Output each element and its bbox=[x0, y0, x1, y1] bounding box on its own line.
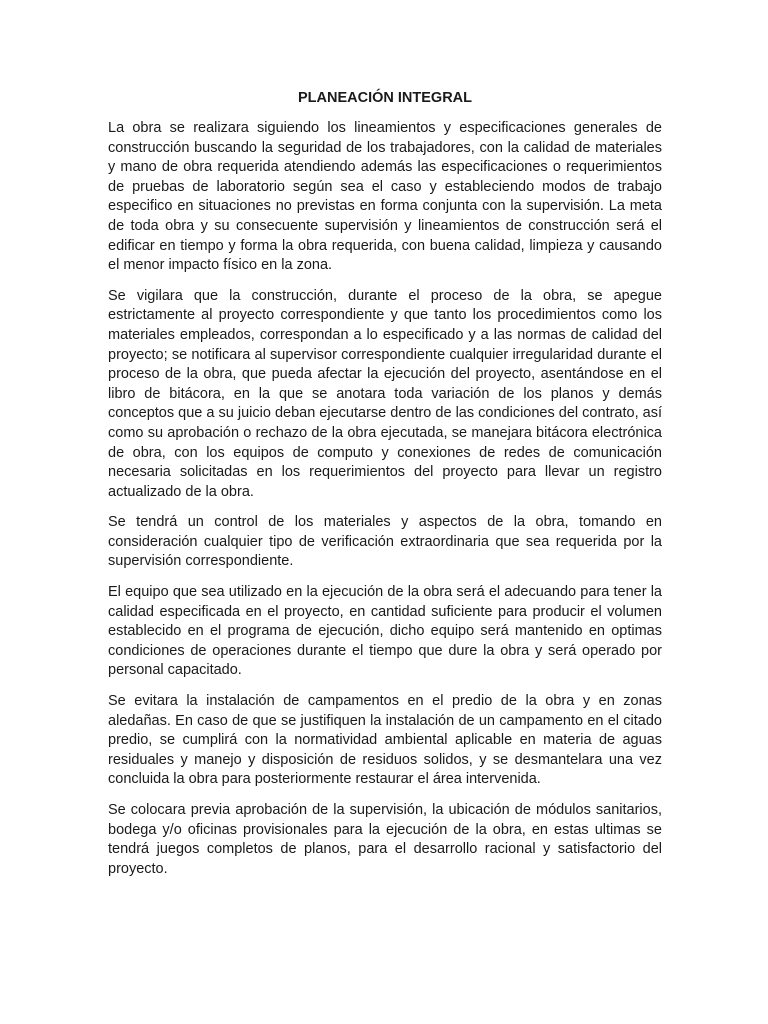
paragraph-4: El equipo que sea utilizado en la ejecución de la obra será el adecuando para tener la calidad especificada en el proyecto, en cantidad suficiente para producir el volumen establecido en el programa de ejecución, dicho equipo será mantenido en optimas condiciones de operaciones durante el tiempo que dure la obra y será operado por personal capacitado. bbox=[108, 584, 662, 679]
document-title: PLANEACIÓN INTEGRAL bbox=[298, 90, 472, 106]
paragraph-6: Se colocara previa aprobación de la supervisión, la ubicación de módulos sanitarios, bodega y/o oficinas provisionales para la ejecución de la obra, en estas ultimas se tendrá juegos completos de planos, para el desarrollo racional y satisfactorio del proyecto. bbox=[108, 802, 662, 877]
document-page bbox=[108, 88, 662, 890]
paragraph-3: Se tendrá un control de los materiales y aspectos de la obra, tomando en consideración cualquier tipo de verificación extraordinaria que sea requerida por la supervisión correspondiente. bbox=[108, 514, 662, 570]
paragraph-5: Se evitara la instalación de campamentos en el predio de la obra y en zonas aledañas. En caso de que se justifiquen la instalación de un campamento en el citado predio, se cumplirá con la normatividad ambiental aplicable en materia de aguas residuales y manejo y disposición de residuos solidos, y se desmantelara una vez concluida la obra para posteriormente restaurar el área intervenida. bbox=[108, 693, 662, 788]
paragraph-1: La obra se realizara siguiendo los lineamientos y especificaciones generales de construcción buscando la seguridad de los trabajadores, con la calidad de materiales y mano de obra requerida atendiendo además las especificaciones o requerimientos de pruebas de laboratorio según sea el caso y estableciendo modos de trabajo especifico en situaciones no previstas en forma conjunta con la supervisión. La meta de toda obra y su consecuente supervisión y lineamientos de construcción será el edificar en tiempo y forma la obra requerida, con buena calidad, limpieza y causando el menor impacto físico en la zona. bbox=[108, 120, 662, 274]
paragraph-2: Se vigilara que la construcción, durante el proceso de la obra, se apegue estrictamente al proyecto correspondiente y que tanto los procedimientos como los materiales empleados, correspondan a lo especificado y a las normas de calidad del proyecto; se notificara al supervisor correspondiente cualquier irregularidad durante el proceso de la obra, que pueda afectar la ejecución del proyecto, asentándose en el libro de bitácora, en la que se anotara toda variación de los planos y demás conceptos que a su juicio deban ejecutarse dentro de las condiciones del contrato, así como su aprobación o rechazo de la obra ejecutada, se manejara bitácora electrónica de obra, con los equipos de computo y conexiones de redes de comunicación necesaria solicitadas en los requerimientos del proyecto para llevar un registro actualizado de la obra. bbox=[108, 287, 662, 500]
